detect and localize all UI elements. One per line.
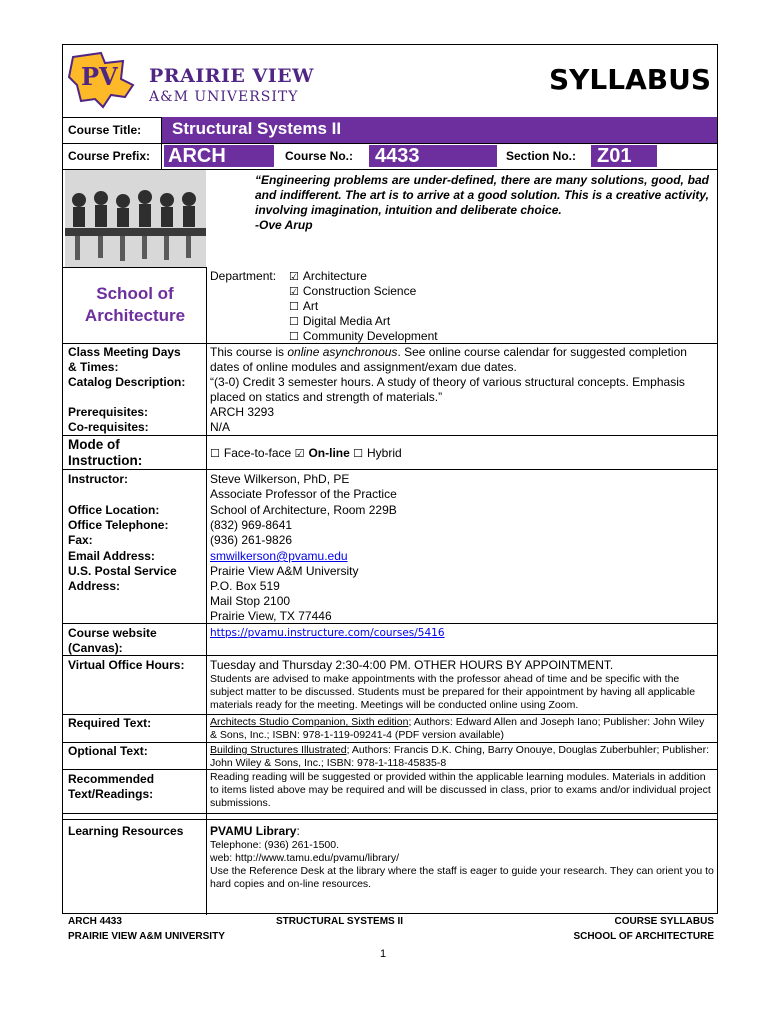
instructor-value [210,472,714,502]
course-prefix-label: Course Prefix: [68,149,151,163]
instructor-name: Steve Wilkerson, PhD, PE [210,472,350,486]
checkbox-empty-icon[interactable]: ☐ [353,447,364,460]
mode-label-line-1: Mode of [68,437,120,452]
office-telephone-value: (832) 969-8641 [210,518,293,532]
divider [206,343,207,915]
department-item-label: Digital Media Art [302,314,391,328]
footer-left [68,916,225,942]
divider [63,343,717,344]
quote-text: “Engineering problems are under-defined, there are many solutions, good, bad and indifferent. The art is to arrive at a good solution. This is a creative activity, involving imagination, intuition and deliberate choice. [255,173,709,217]
instructor-label: Instructor: [68,472,128,486]
mode-hybrid: Hybrid [367,446,402,460]
recommended-readings-value: Reading reading will be suggested or provided within the applicable learning modules. Materials in addition to items listed above may be required and will be discussed in class, prior to exams and/or individual project submissions. [210,771,711,809]
department-item-digital-media-art[interactable] [289,314,438,329]
document-title: SYLLABUS [548,63,711,96]
mode-options [210,446,714,461]
postal-line: Prairie View, TX 77446 [210,609,332,623]
optional-text-title: Building Structures Illustrated [210,744,347,756]
department-item-community-development[interactable] [289,329,438,344]
course-website-label [68,626,157,656]
corequisites-label: Co-requisites: [68,420,149,434]
logo-line-2: A&M UNIVERSITY [149,89,299,105]
school-name-line-2: Architecture [84,306,186,325]
recommended-label-line-1: Recommended [68,772,155,786]
class-meeting-label [68,345,181,375]
corequisites-value: N/A [210,420,231,434]
optional-text-details: ; Authors: Francis D.K. Ching, Barry Onouye, Douglas Zuberbuhler; Publisher: John Wiley & Sons, Inc.; ISBN: 978-1-118-45835-8 [210,744,709,769]
svg-text:PV: PV [81,62,118,91]
postal-line: P.O. Box 519 [210,579,280,593]
footer-course-code: ARCH 4433 [68,916,122,927]
virtual-office-hours-value: Tuesday and Thursday 2:30-4:00 PM. OTHER HOURS BY APPOINTMENT. [210,658,614,672]
library-colon: : [296,824,300,838]
checkbox-checked-icon[interactable]: ☑ [289,285,299,298]
postal-line: Mail Stop 2100 [210,594,291,608]
course-website-link[interactable]: https://pvamu.instructure.com/courses/5416 [210,627,445,639]
optional-text-label: Optional Text: [68,744,148,758]
mode-label-line-2: Instruction: [68,453,143,468]
department-list [289,269,438,344]
department-item-architecture[interactable] [289,269,438,284]
footer-course-name: STRUCTURAL SYSTEMS II [276,916,404,927]
section-number-value: Z01 [591,145,657,167]
email-row [210,549,714,564]
section-number-label: Section No.: [506,149,577,163]
divider [63,435,717,436]
email-label: Email Address: [68,549,155,563]
library-telephone: Telephone: (936) 261-1500. [210,839,340,851]
recommended-label-line-2: Text/Readings: [68,787,154,801]
checkbox-empty-icon[interactable]: ☐ [289,315,299,328]
postal-label-line-1: U.S. Postal Service [68,564,177,578]
checkbox-empty-icon[interactable]: ☐ [289,330,299,343]
course-prefix-value: ARCH [164,145,274,167]
divider [63,813,717,814]
mode-of-instruction-label [68,437,142,469]
website-row [210,626,714,641]
course-number-value: 4433 [369,145,497,167]
page-number: 1 [380,948,387,960]
mode-online: On-line [308,446,350,460]
virtual-office-hours-note: Students are advised to make appointments with the professor ahead of time and be specific with the subject matter to be discussed. Students must be prepared for their appointment by having all applicable materials ready for the meeting. Meetings will be conducted online using Zoom. [210,673,696,711]
workers-photo [65,170,206,267]
footer-syllabus: COURSE SYLLABUS [614,916,714,927]
divider [63,714,717,715]
class-meeting-value [210,345,714,375]
email-link[interactable]: smwilkerson@pvamu.edu [210,549,348,563]
course-title-label: Course Title: [68,123,142,137]
library-web: web: http://www.tamu.edu/pvamu/library/ [210,852,400,864]
school-name [65,283,205,327]
divider [161,143,162,169]
library-title: PVAMU Library [210,824,297,838]
office-location-label: Office Location: [68,503,160,517]
fax-value: (936) 261-9826 [210,533,293,547]
course-number-label: Course No.: [285,149,354,163]
postal-label-line-2: Address: [68,579,121,593]
syllabus-page [62,44,718,914]
learning-resources-label: Learning Resources [68,824,184,838]
class-meeting-emphasis: online asynchronous [287,345,398,359]
class-meeting-label-line-1: Class Meeting Days [68,345,181,359]
footer-right [573,916,714,942]
virtual-office-hours-label: Virtual Office Hours: [68,658,185,672]
quote-block [255,173,709,233]
logo-line-1: PRAIRIE VIEW [149,65,314,87]
checkbox-empty-icon[interactable]: ☐ [210,447,220,460]
learning-resources-value [210,824,714,891]
postal-address-label [68,564,177,594]
postal-address-value [210,564,714,624]
class-meeting-label-line-2: & Times: [68,360,119,374]
required-text-label: Required Text: [68,716,152,730]
divider [63,769,717,770]
required-text-details: ; Authors: Edward Allen and Joseph Iano; Publisher: John Wiley & Sons, Inc.; ISBN: 978-1-119-09241-4 (PDF version available) [210,716,705,741]
prerequisites-label: Prerequisites: [68,405,149,419]
quote-author: -Ove Arup [255,218,313,232]
department-item-art[interactable] [289,299,438,314]
divider [63,267,206,268]
department-item-label: Art [302,299,319,313]
instructor-title: Associate Professor of the Practice [210,487,397,501]
course-title-bar [162,117,717,143]
catalog-description-label: Catalog Description: [68,375,186,389]
required-text-title: Architects Studio Companion, Sixth edition [210,716,409,728]
department-item-label: Community Development [302,329,438,343]
divider [206,267,207,343]
required-text-value [210,716,714,742]
office-location-value: School of Architecture, Room 229B [210,503,397,517]
divider [63,469,717,470]
department-item-label: Construction Science [302,284,417,298]
divider [63,655,717,656]
postal-line: Prairie View A&M University [210,564,359,578]
school-name-line-1: School of [96,284,174,303]
checkbox-empty-icon[interactable]: ☐ [289,300,299,313]
checkbox-checked-icon[interactable]: ☑ [294,447,305,460]
pv-shield-icon [67,49,137,111]
office-telephone-label: Office Telephone: [68,518,169,532]
divider [63,819,717,820]
class-meeting-text-rest: . See online course calendar for suggested completion dates of online modules and assignment/exam due dates. [210,345,687,374]
website-label-line-2: (Canvas): [68,641,123,655]
university-logo [67,49,317,115]
department-item-label: Architecture [302,269,367,283]
footer-school: SCHOOL OF ARCHITECTURE [573,931,714,942]
fax-label: Fax: [68,533,93,547]
department-label: Department: [210,269,277,283]
optional-text-value [210,744,714,770]
class-meeting-text: This course is [210,345,288,359]
prerequisites-value: ARCH 3293 [210,405,275,419]
divider [63,623,717,624]
mode-face-to-face: Face-to-face [223,446,292,460]
footer-university: PRAIRIE VIEW A&M UNIVERSITY [68,931,225,942]
department-item-construction-science[interactable] [289,284,438,299]
recommended-readings-label [68,772,154,802]
course-title-value: Structural Systems II [172,119,342,138]
library-description: Use the Reference Desk at the library where the staff is eager to guide your research. They can orient you to hard copies and on-line resources. [210,865,714,890]
catalog-description-value: “(3-0) Credit 3 semester hours. A study of theory of various structural concepts. Emphasis placed on statics and strength of materials.” [210,375,685,404]
divider [63,742,717,743]
checkbox-checked-icon[interactable]: ☑ [289,270,299,283]
website-label-line-1: Course website [68,626,157,640]
